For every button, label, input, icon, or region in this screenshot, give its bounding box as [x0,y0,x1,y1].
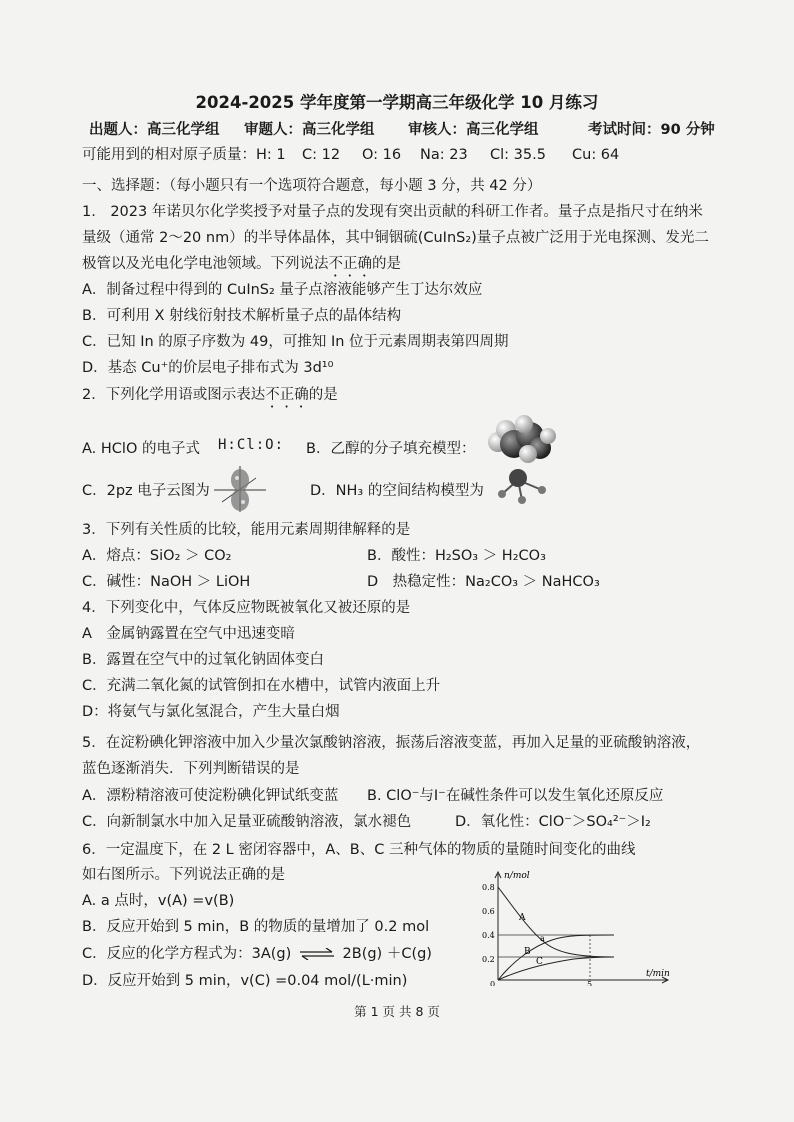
y-axis-label: n/mol [504,871,530,881]
q2-option-a: A. HClO 的电子式 [82,441,200,457]
q4-stem: 4．下列变化中，气体反应物既被氧化又被还原的是 [82,600,411,616]
equilibrium-arrow-icon [298,948,336,960]
author-line: 出题人：高三化学组 [89,122,220,138]
y-tick-0-8: 0.8 [482,883,495,892]
q4-option-a: A 金属钠露置在空气中迅速变暗 [82,626,295,642]
masses-label: 可能用到的相对原子质量：H: 1 [82,147,286,163]
q5-option-c: C．向新制氯水中加入足量亚硫酸钠溶液，氯水褪色 [82,814,412,830]
x-axis-label: t/min [646,969,670,979]
q3-option-c: C．碱性：NaOH ＞ LiOH [82,574,251,590]
x-tick-5: 5 [587,980,593,986]
q5-option-a: A．漂粉精溶液可使淀粉碘化钾试纸变蓝 [82,788,339,804]
q2-stem-text: 2．下列化学用语或图示表达 [82,387,266,403]
q5-option-d: D．氧化性：ClO⁻＞SO₄²⁻＞I₂ [455,814,651,830]
reviewer-line: 审题人：高三化学组 [244,122,375,138]
q6-c-left: C．反应的化学方程式为：3A(g) [82,946,292,962]
q4-option-d: D：将氨气与氯化氢混合，产生大量白烟 [82,704,340,720]
q2-stem [82,386,338,411]
curve-a-label: A [519,913,526,923]
page-footer: 第 1 页 共 8 页 [354,1004,440,1019]
mass-cl: Cl: 35.5 [490,147,546,163]
curve-b-label: B [524,947,531,957]
q2-emphasis: 不正确 [265,387,309,403]
origin-label: 0 [490,980,496,986]
q3-option-d: D 热稳定性：Na₂CO₃ ＞ NaHCO₃ [367,574,600,590]
q1-stem-end: 的是 [372,256,401,272]
q3-option-b: B．酸性：H₂SO₃ ＞ H₂CO₃ [367,548,546,564]
point-a-label: a [540,934,545,943]
hclo-electron-formula: H:Cl:O: [218,437,285,453]
mass-cu: Cu: 64 [572,147,620,163]
q6-stem-line2: 如右图所示。下列说法正确的是 [82,867,285,883]
q1-option-b: B．可利用 X 射线衍射技术解析量子点的晶体结构 [82,308,402,324]
checker-line: 审核人：高三化学组 [408,122,539,138]
mass-o: O: 16 [362,147,402,163]
q4-option-c: C．充满二氧化氮的试管倒扣在水槽中，试管内液面上升 [82,678,441,694]
mass-na: Na: 23 [420,147,468,163]
q5-stem-line1: 5．在淀粉碘化钾溶液中加入少量次氯酸钠溶液，振荡后溶液变蓝，再加入足量的亚硫酸钠溶液， [82,735,701,751]
y-tick-0-6: 0.6 [482,907,495,916]
q6-option-b: B．反应开始到 5 min，B 的物质的量增加了 0.2 mol [82,919,430,935]
q2-option-c: C．2pz 电子云图为 [82,483,210,499]
q1-option-c: C．已知 In 的原子序数为 49，可推知 In 位于元素周期表第四周期 [82,334,509,350]
q3-stem: 3．下列有关性质的比较，能用元素周期律解释的是 [82,522,411,538]
q2-stem-end: 的是 [308,387,338,403]
q6-option-a: A. a 点时，v(A) =v(B) [82,893,235,909]
y-tick-0-4: 0.4 [482,931,495,940]
q6-c-right: 2B(g) ＋C(g) [342,946,432,962]
ethanol-space-filling-model [484,412,558,464]
q4-option-b: B．露置在空气中的过氧化钠固体变白 [82,652,324,668]
duration-line: 考试时间：90 分钟 [588,122,715,138]
q1-option-d: D．基态 Cu⁺的价层电子排布式为 3d¹⁰ [82,360,334,376]
q2-option-d: D．NH₃ 的空间结构模型为 [310,483,484,499]
section-heading: 一、选择题：（每小题只有一个选项符合题意，每小题 3 分，共 42 分） [82,178,542,194]
curve-c-label: C [536,957,543,967]
q5-stem-line2: 蓝色逐渐消失．下列判断错误的是 [82,761,300,777]
page-title: 2024-2025 学年度第一学期高三年级化学 10 月练习 [195,93,599,112]
q6-stem-line1: 6．一定温度下，在 2 L 密闭容器中，A、B、C 三种气体的物质的量随时间变化的曲线 [82,842,636,858]
y-tick-0-2: 0.2 [482,955,495,964]
q3-option-a: A．熔点：SiO₂ ＞ CO₂ [82,548,232,564]
q6-option-c [82,945,432,963]
q6-option-d: D．反应开始到 5 min，v(C) =0.04 mol/(L·min) [82,973,408,989]
2pz-orbital-diagram [208,464,268,514]
q1-stem-line1: 1. 2023 年诺贝尔化学奖授予对量子点的发现有突出贡献的科研工作者。量子点是指尺寸在纳米 [82,204,703,220]
q1-stem-line3 [82,255,401,280]
q1-emphasis: 不正确 [328,256,372,272]
q1-stem-text: 极管以及光电化学电池领域。下列说法 [82,256,329,272]
amount-vs-time-graph [474,868,674,986]
q2-option-b: B．乙醇的分子填充模型： [306,441,476,457]
q1-stem-line2: 量级（通常 2～20 nm）的半导体晶体，其中铜铟硫(CuInS₂)量子点被广泛用于光电探测、发光二 [82,230,709,246]
q1-option-a: A．制备过程中得到的 CuInS₂ 量子点溶液能够产生丁达尔效应 [82,282,483,298]
nh3-ball-stick-model [492,466,554,506]
mass-c: C: 12 [302,147,341,163]
q5-option-b: B. ClO⁻与I⁻在碱性条件可以发生氧化还原反应 [367,788,664,804]
